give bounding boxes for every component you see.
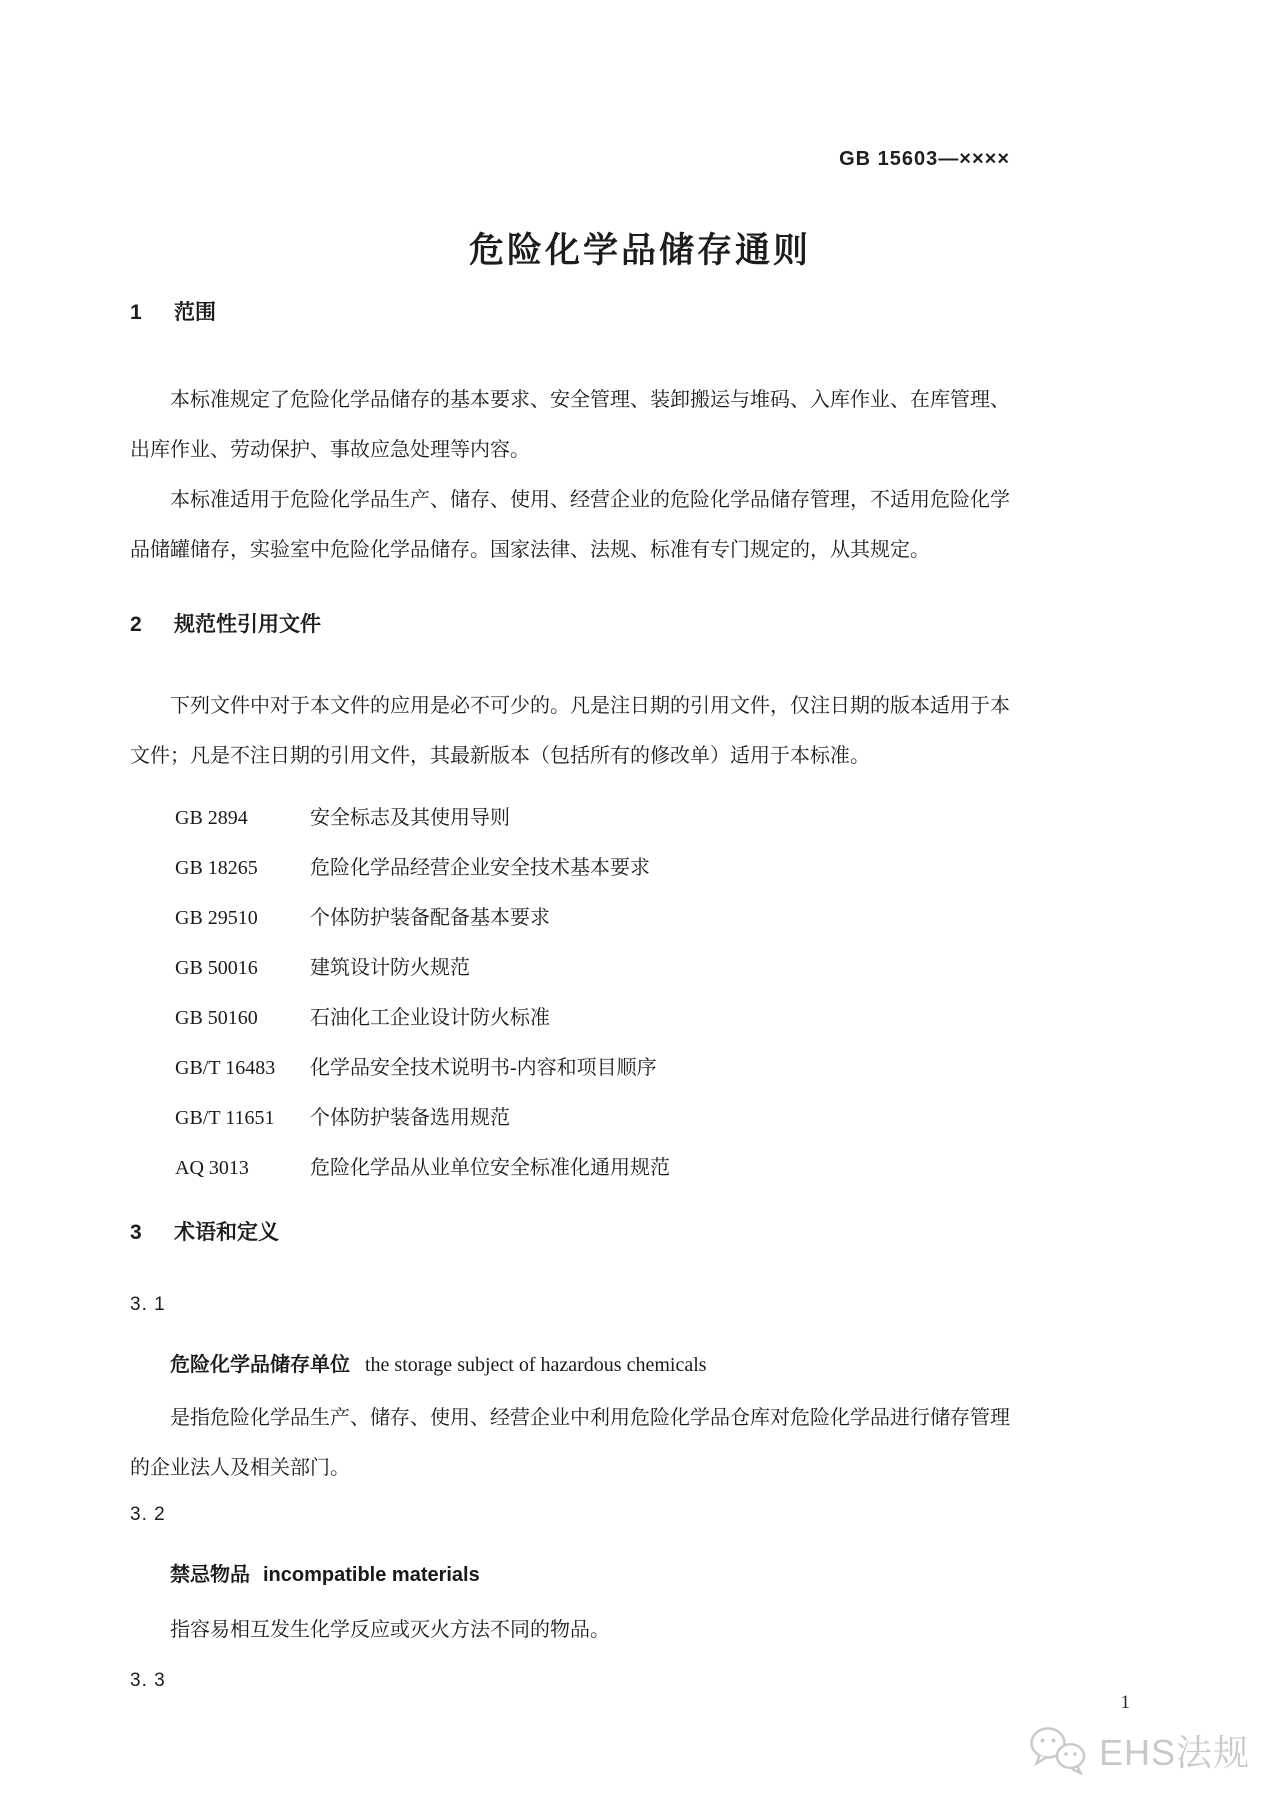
reference-item	[130, 843, 1010, 893]
reference-item	[130, 1093, 1010, 1143]
reference-code: GB 29510	[175, 907, 258, 929]
wechat-icon	[1027, 1724, 1091, 1776]
term-3-2-chinese: 禁忌物品	[170, 1564, 250, 1586]
term-3-1-definition: 是指危险化学品生产、储存、使用、经营企业中利用危险化学品仓库对危险化学品进行储存管理的企业法人及相关部门。	[130, 1407, 1010, 1479]
section-3-number: 3	[130, 1221, 142, 1244]
normative-references-list	[130, 793, 1010, 1193]
reference-title: 危险化学品经营企业安全技术基本要求	[310, 857, 650, 879]
reference-item	[130, 1043, 1010, 1093]
reference-code: GB 2894	[175, 807, 248, 829]
reference-item	[130, 943, 1010, 993]
reference-code: GB 18265	[175, 857, 258, 879]
term-3-1-number: 3. 1	[130, 1294, 166, 1315]
reference-item	[130, 893, 1010, 943]
reference-code: GB 50160	[175, 1007, 258, 1029]
term-3-1-chinese: 危险化学品储存单位	[170, 1354, 350, 1376]
section-3-title: 术语和定义	[174, 1221, 279, 1244]
watermark	[1027, 1724, 1250, 1776]
standard-code: GB 15603—××××	[839, 148, 1010, 170]
section-2-title: 规范性引用文件	[174, 613, 321, 636]
section-2-intro-paragraph: 下列文件中对于本文件的应用是必不可少的。凡是注日期的引用文件，仅注日期的版本适用于本文件；凡是不注日期的引用文件，其最新版本（包括所有的修改单）适用于本标准。	[130, 695, 1010, 767]
section-1-paragraph: 本标准规定了危险化学品储存的基本要求、安全管理、装卸搬运与堆码、入库作业、在库管理、出库作业、劳动保护、事故应急处理等内容。	[130, 389, 1010, 461]
reference-title: 石油化工企业设计防火标准	[310, 1007, 550, 1029]
watermark-text: EHS法规	[1098, 1731, 1250, 1773]
reference-title: 个体防护装备配备基本要求	[310, 907, 550, 929]
page-title: 危险化学品储存通则	[468, 231, 811, 271]
reference-code: GB 50016	[175, 957, 258, 979]
term-3-2-number: 3. 2	[130, 1504, 166, 1525]
term-3-1-title	[130, 1349, 1010, 1381]
reference-item	[130, 993, 1010, 1043]
term-3-2-english: incompatible materials	[263, 1564, 480, 1586]
reference-title: 个体防护装备选用规范	[310, 1107, 510, 1129]
reference-code: AQ 3013	[175, 1157, 249, 1179]
reference-item	[130, 793, 1010, 843]
page-number: 1	[1120, 1692, 1130, 1713]
reference-title: 危险化学品从业单位安全标准化通用规范	[310, 1157, 670, 1179]
reference-title: 建筑设计防火规范	[310, 957, 470, 979]
section-1-paragraph: 本标准适用于危险化学品生产、储存、使用、经营企业的危险化学品储存管理，不适用危险化学品储罐储存，实验室中危险化学品储存。国家法律、法规、标准有专门规定的，从其规定。	[130, 489, 1010, 561]
term-3-2-title	[130, 1559, 1010, 1591]
section-2-number: 2	[130, 613, 142, 636]
reference-item	[130, 1143, 1010, 1193]
reference-title: 化学品安全技术说明书-内容和项目顺序	[310, 1057, 657, 1079]
document-body	[130, 299, 1010, 1693]
section-2-heading	[130, 611, 1010, 639]
reference-code: GB/T 16483	[175, 1057, 276, 1079]
reference-code: GB/T 11651	[175, 1107, 275, 1129]
term-3-3-number: 3. 3	[130, 1670, 166, 1691]
section-1-title: 范围	[174, 301, 216, 324]
reference-title: 安全标志及其使用导则	[310, 807, 510, 829]
section-1-number: 1	[130, 301, 142, 324]
section-3-heading	[130, 1219, 1010, 1247]
section-1-heading	[130, 299, 1010, 327]
term-3-1-english: the storage subject of hazardous chemicals	[365, 1354, 707, 1376]
term-3-2-definition: 指容易相互发生化学反应或灭火方法不同的物品。	[170, 1619, 610, 1641]
